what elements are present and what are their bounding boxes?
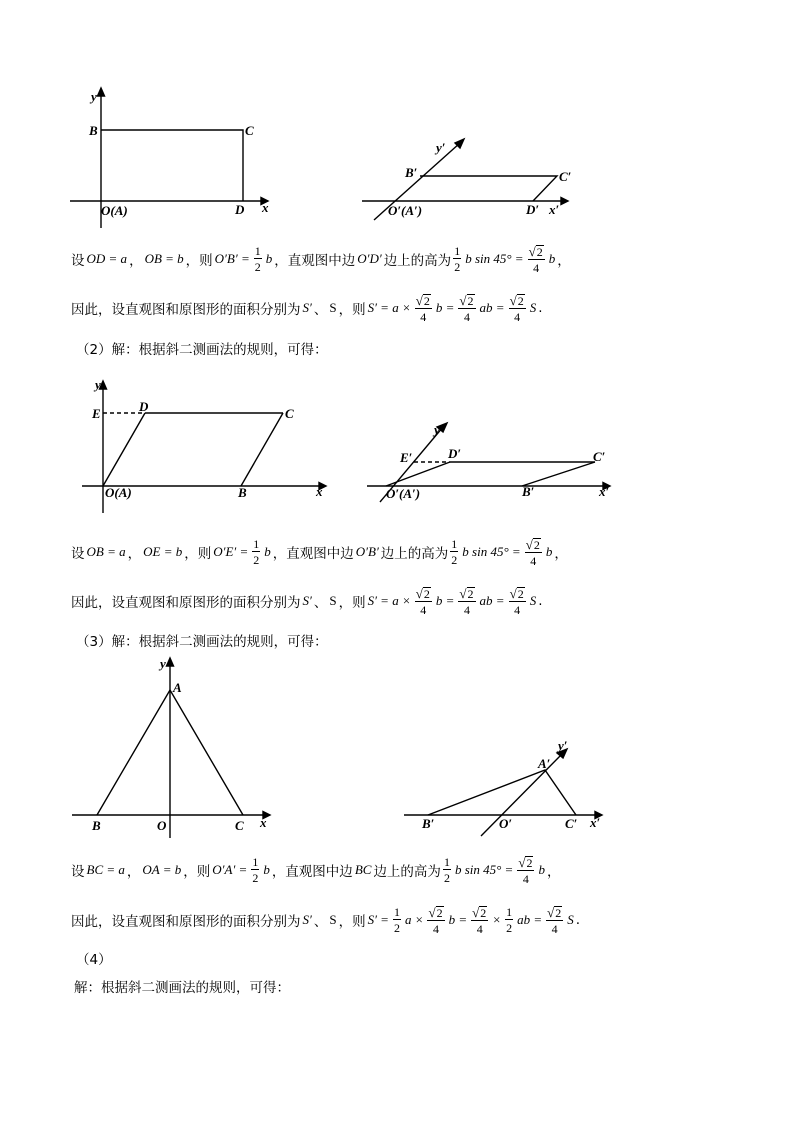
- label-A-prime: A′: [538, 756, 551, 771]
- math: O′D′: [357, 251, 382, 266]
- text: 边上的高为: [383, 253, 452, 269]
- label-B-prime: B′: [422, 816, 435, 831]
- math: BC = a: [86, 862, 125, 877]
- label-y: y: [91, 89, 97, 104]
- text: ，: [557, 253, 571, 269]
- label-O: O(A): [101, 203, 128, 218]
- text: ，: [554, 546, 568, 562]
- math: b =: [435, 300, 455, 315]
- math: S: [329, 593, 337, 608]
- label-O: O: [157, 818, 167, 833]
- label-B: B: [238, 485, 247, 500]
- text: ，则: [338, 914, 366, 930]
- fraction: $\frac{1}{2}$: [252, 855, 259, 885]
- math: S′ =: [367, 912, 389, 927]
- math: S′ = a ×: [367, 593, 411, 608]
- math: b sin 45° =: [465, 251, 524, 266]
- math: S: [329, 912, 337, 927]
- math: O′A′ =: [212, 862, 248, 877]
- sqrt-fraction: √ 2 4: [459, 292, 474, 324]
- label-B-prime: B′: [405, 165, 418, 180]
- text: .: [575, 912, 581, 928]
- math: b =: [435, 593, 455, 608]
- sqrt-fraction: √ 2 4: [415, 585, 430, 617]
- math: S: [529, 593, 537, 608]
- math: S: [567, 912, 574, 927]
- fraction: $\frac{1}{2}$: [253, 537, 260, 567]
- text: 因此，设直观图和原图形的面积分别为: [71, 302, 301, 318]
- text: ，则: [183, 864, 211, 880]
- text: ，直观图中边: [272, 546, 354, 562]
- label-x: x: [260, 815, 267, 830]
- formula-line-5: [71, 855, 560, 885]
- math: ab =: [517, 912, 543, 927]
- label-y: y: [160, 656, 166, 671]
- label-x: x: [262, 200, 269, 215]
- label-D-prime: D′: [526, 202, 540, 217]
- label-C: C: [245, 123, 254, 138]
- math: b: [263, 862, 270, 877]
- math: b: [264, 544, 271, 559]
- label-D: D: [139, 399, 149, 414]
- math: ab =: [479, 593, 505, 608]
- text: 边上的高为: [380, 546, 449, 562]
- label-O: O(A): [105, 485, 132, 500]
- sqrt-fraction: √ 2 4: [428, 904, 443, 936]
- fraction: $\frac{1}{2}$: [451, 537, 458, 567]
- text: 设: [71, 864, 85, 880]
- sqrt-fraction: √ 2 4: [415, 292, 430, 324]
- label-E-prime: E′: [400, 450, 413, 465]
- sqrt-fraction: √ 2 4: [525, 536, 540, 568]
- text: 、: [313, 302, 328, 318]
- section-label-3: （3）解：根据斜二测画法的规则，可得：: [76, 634, 328, 650]
- sqrt-fraction: √ 2 4: [509, 292, 524, 324]
- fraction: $\frac{1}{2}$: [454, 244, 461, 274]
- math: ×: [492, 912, 502, 927]
- label-x: x: [316, 484, 323, 499]
- section-label-4: （4）: [76, 952, 112, 968]
- label-x-prime: x′: [599, 484, 610, 499]
- label-C: C: [285, 406, 294, 421]
- label-y-prime: y′: [558, 738, 568, 753]
- fraction: $\frac{1}{2}$: [443, 855, 450, 885]
- math: b sin 45° =: [462, 544, 521, 559]
- math: O′B′ =: [214, 251, 250, 266]
- text: 设: [71, 546, 85, 562]
- section-label-2: （2）解：根据斜二测画法的规则，可得：: [76, 342, 328, 358]
- math: OB = a: [86, 544, 126, 559]
- math: b =: [448, 912, 468, 927]
- text: 、: [313, 914, 328, 930]
- math: b: [265, 251, 273, 266]
- text: ，: [546, 864, 561, 880]
- math: S: [329, 300, 337, 315]
- math: BC: [354, 862, 372, 877]
- label-D-prime: D′: [448, 446, 462, 461]
- text: 、: [313, 595, 328, 611]
- label-y-prime: y′: [434, 422, 444, 437]
- text: ，则: [338, 302, 366, 318]
- label-B: B: [92, 818, 101, 833]
- math: S: [529, 300, 537, 315]
- text: ，则: [185, 253, 213, 269]
- math: OB = b: [144, 251, 184, 266]
- text: .: [538, 593, 543, 609]
- section-4-intro: 解：根据斜二测画法的规则，可得：: [74, 980, 290, 996]
- text: 因此，设直观图和原图形的面积分别为: [71, 914, 301, 930]
- math: b: [545, 544, 553, 559]
- text: ，: [127, 546, 142, 562]
- math: S′: [302, 593, 312, 608]
- label-y: y: [95, 377, 101, 392]
- label-x-prime: x′: [590, 815, 601, 830]
- sqrt-fraction: √ 2 4: [509, 585, 524, 617]
- text: ，直观图中边: [271, 864, 353, 880]
- sqrt-fraction: √ 2 4: [518, 854, 533, 886]
- label-x-prime: x′: [549, 202, 560, 217]
- sqrt-fraction: √ 2 4: [547, 904, 562, 936]
- text: ，则: [184, 546, 212, 562]
- label-C-prime: C′: [565, 816, 578, 831]
- label-C-prime: C′: [559, 169, 572, 184]
- text: 设: [71, 253, 85, 269]
- label-O-prime: O′(A′): [388, 203, 423, 218]
- math: S′: [302, 300, 312, 315]
- label-B-prime: B′: [522, 484, 535, 499]
- label-y-prime: y′: [436, 140, 446, 155]
- text: 因此，设直观图和原图形的面积分别为: [71, 595, 301, 611]
- math: b: [548, 251, 556, 266]
- sqrt-fraction: √ 2 4: [472, 904, 487, 936]
- math: O′E′ =: [213, 544, 249, 559]
- text: ，直观图中边: [274, 253, 356, 269]
- math: a ×: [404, 912, 424, 927]
- sqrt-fraction: √ 2 4: [528, 243, 543, 275]
- label-C-prime: C′: [593, 449, 606, 464]
- label-B: B: [89, 123, 98, 138]
- formula-line-6: [71, 905, 580, 935]
- fraction: $\frac{1}{2}$: [393, 905, 400, 935]
- math: b sin 45° =: [454, 862, 514, 877]
- label-D: D: [235, 202, 245, 217]
- fraction: $\frac{1}{2}$: [506, 905, 513, 935]
- label-O-prime: O′: [499, 816, 513, 831]
- text: ，: [126, 864, 141, 880]
- label-E: E: [92, 406, 101, 421]
- text: 边上的高为: [373, 864, 441, 880]
- text: .: [538, 300, 543, 316]
- math: S′ = a ×: [367, 300, 411, 315]
- text: ，则: [338, 595, 366, 611]
- label-O-prime: O′(A′): [386, 486, 421, 501]
- text: ，: [129, 253, 143, 269]
- math: ab =: [479, 300, 505, 315]
- math: O′B′: [355, 544, 379, 559]
- label-A: A: [173, 680, 182, 695]
- fraction: $\frac{1}{2}$: [254, 244, 261, 274]
- math: b: [538, 862, 545, 877]
- math: OA = b: [142, 862, 182, 877]
- math: S′: [302, 912, 312, 927]
- sqrt-fraction: √ 2 4: [459, 585, 474, 617]
- math: OD = a: [86, 251, 128, 266]
- label-C: C: [235, 818, 244, 833]
- math: OE = b: [143, 544, 183, 559]
